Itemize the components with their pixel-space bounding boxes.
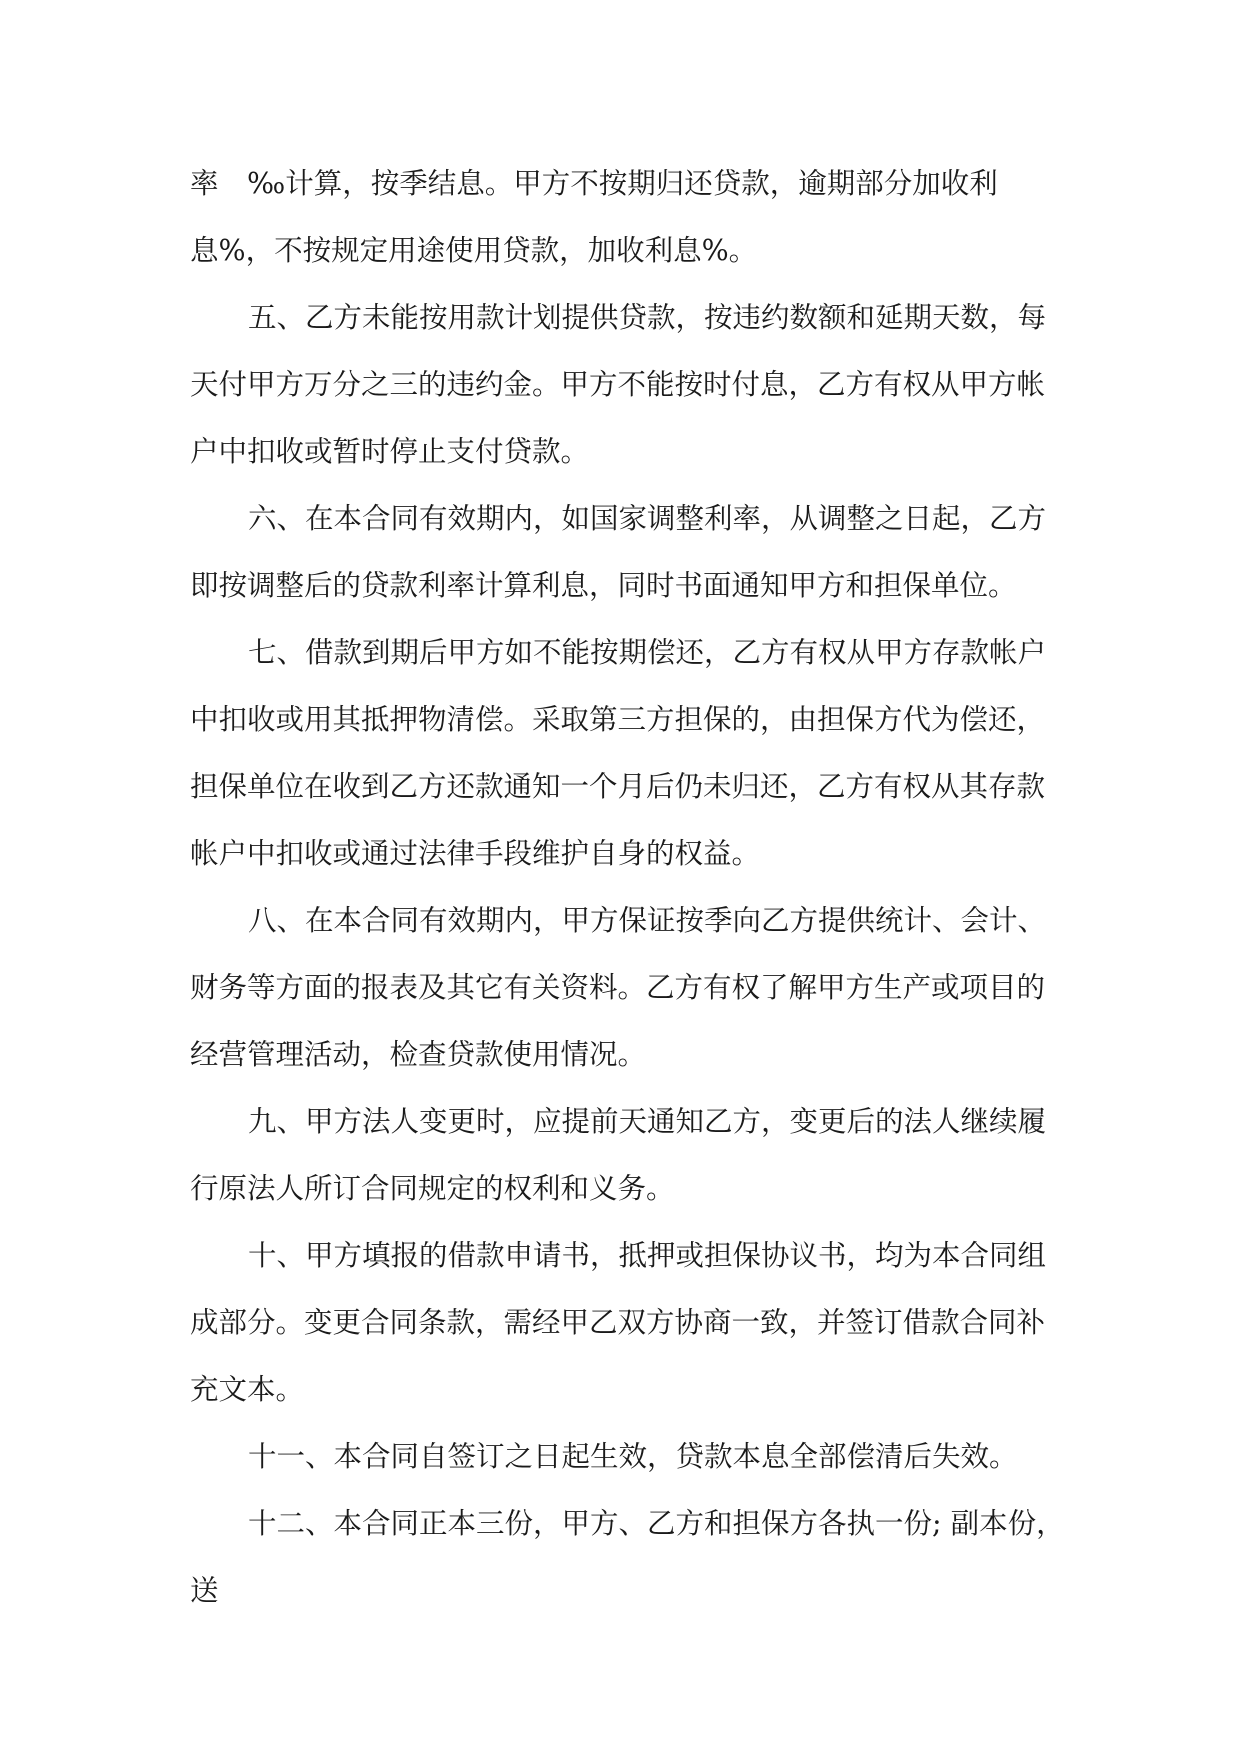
clause-12-line: 十二、本合同正本三份，甲方、乙方和担保方各执一份; 副本份， [248, 1507, 1065, 1540]
text-line: 成部分。变更合同条款，需经甲乙双方协商一致，并签订借款合同补 [190, 1306, 1046, 1339]
text-line: 充文本。 [190, 1373, 305, 1406]
clause-11-line: 十一、本合同自签订之日起生效，贷款本息全部偿清后失效。 [248, 1440, 1018, 1473]
text-line: 即按调整后的贷款利率计算利息，同时书面通知甲方和担保单位。 [190, 569, 1017, 602]
text-line: 帐户中扣收或通过法律手段维护自身的权益。 [190, 837, 761, 870]
text-line: 率 ‰计算，按季结息。甲方不按期归还贷款，逾期部分加收利 [190, 167, 998, 200]
contract-body [190, 158, 1090, 1632]
clause-5-line: 五、乙方未能按用款计划提供贷款，按违约数额和延期天数，每 [248, 301, 1047, 334]
clause-10-line: 十、甲方填报的借款申请书，抵押或担保协议书，均为本合同组 [248, 1239, 1047, 1272]
clause-8-line: 八、在本合同有效期内，甲方保证按季向乙方提供统计、会计、 [248, 904, 1047, 937]
text-line: 天付甲方万分之三的违约金。甲方不能按时付息，乙方有权从甲方帐 [190, 368, 1046, 401]
text-line: 户中扣收或暂时停止支付贷款。 [190, 435, 590, 468]
clause-6-line: 六、在本合同有效期内，如国家调整利率，从调整之日起，乙方 [248, 502, 1047, 535]
clause-9-line: 九、甲方法人变更时，应提前天通知乙方，变更后的法人继续履 [248, 1105, 1047, 1138]
text-line: 财务等方面的报表及其它有关资料。乙方有权了解甲方生产或项目的 [190, 971, 1046, 1004]
text-line: 经营管理活动，检查贷款使用情况。 [190, 1038, 647, 1071]
text-line: 送 [190, 1574, 219, 1607]
text-line: 担保单位在收到乙方还款通知一个月后仍未归还，乙方有权从其存款 [190, 770, 1046, 803]
clause-7-line: 七、借款到期后甲方如不能按期偿还，乙方有权从甲方存款帐户 [248, 636, 1047, 669]
text-line: 息%，不按规定用途使用贷款，加收利息%。 [190, 234, 758, 267]
text-line: 行原法人所订合同规定的权利和义务。 [190, 1172, 675, 1205]
text-line: 中扣收或用其抵押物清偿。采取第三方担保的，由担保方代为偿还， [190, 703, 1046, 736]
